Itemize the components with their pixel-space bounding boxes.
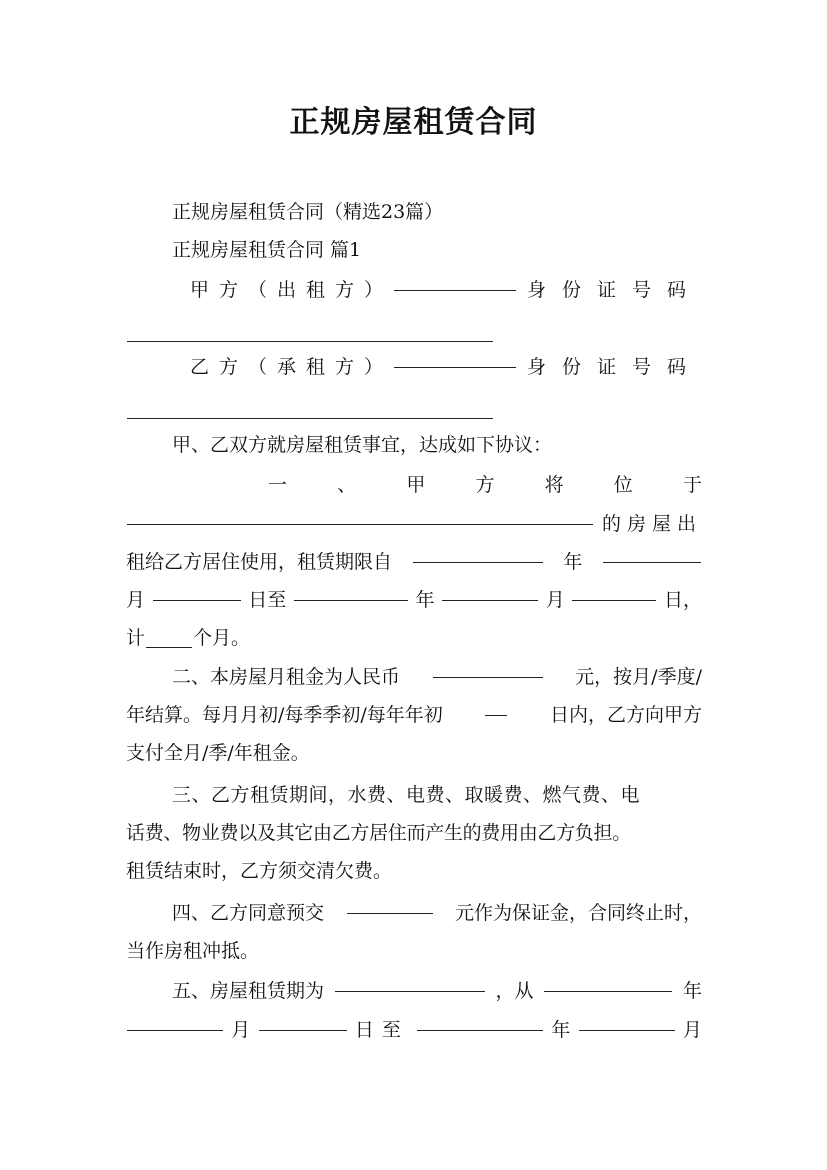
month-label: 月 bbox=[682, 1019, 702, 1041]
clause5-start-year-blank bbox=[544, 990, 672, 992]
months-blank bbox=[146, 646, 192, 648]
clause2-row2 bbox=[126, 695, 702, 735]
clause5-start-month-blank bbox=[127, 1029, 223, 1031]
total-suffix: 个月。 bbox=[193, 627, 251, 649]
month-label: 月 bbox=[231, 1019, 251, 1041]
clause2-text-b: 元，按月/季度/ bbox=[575, 666, 702, 688]
clause5-text-a: 五、房屋租赁期为 bbox=[172, 980, 325, 1002]
clause1-term-text: 租给乙方居住使用，租赁期限自 bbox=[126, 551, 393, 573]
location-blank bbox=[127, 523, 593, 525]
party-a-id-blank-row bbox=[126, 312, 702, 352]
end-year-blank bbox=[294, 599, 408, 601]
end-day-blank bbox=[572, 599, 656, 601]
year-label: 年 bbox=[563, 551, 583, 573]
clause1-term-row bbox=[126, 542, 702, 582]
party-b-id-label: 身份证号码 bbox=[526, 356, 702, 378]
clause1-char: 方 bbox=[475, 474, 495, 496]
rent-amount-blank bbox=[433, 676, 543, 678]
clause1-spread-row bbox=[268, 465, 702, 505]
party-b-id-blank-row bbox=[126, 389, 702, 429]
clause5-end-month-blank bbox=[579, 1029, 675, 1031]
lease-period-blank bbox=[335, 990, 485, 992]
clause5-start-day-blank bbox=[259, 1029, 347, 1031]
clause3-row3: 租赁结束时，乙方须交清欠费。 bbox=[126, 860, 393, 882]
start-year-blank bbox=[413, 561, 543, 563]
clause3-row1: 三、乙方租赁期间，水费、电费、取暖费、燃气费、电 bbox=[172, 784, 641, 806]
clause2-text-a: 二、本房屋月租金为人民币 bbox=[172, 666, 401, 688]
party-a-name-blank bbox=[394, 289, 516, 291]
payment-day-blank bbox=[485, 714, 507, 716]
clause1-char: 甲 bbox=[406, 474, 426, 496]
month-label: 月 bbox=[126, 589, 146, 611]
year-label: 年 bbox=[682, 980, 702, 1002]
party-b-name-blank bbox=[394, 366, 516, 368]
deposit-blank bbox=[347, 912, 433, 914]
section-heading: 正规房屋租赁合同 篇1 bbox=[172, 239, 362, 261]
clause1-char: 一 bbox=[268, 474, 288, 496]
clause5-row2 bbox=[126, 1010, 702, 1050]
start-day-blank bbox=[153, 599, 241, 601]
day-to-label: 日至 bbox=[248, 589, 287, 611]
day-end-label: 日， bbox=[663, 589, 702, 611]
clause4-text-b: 元作为保证金，合同终止时， bbox=[454, 902, 702, 924]
end-month-blank bbox=[442, 599, 538, 601]
clause1-house-rent: 的房屋出 bbox=[601, 513, 702, 535]
clause2-row3: 支付全月/季/年租金。 bbox=[126, 742, 310, 764]
clause1-char: 位 bbox=[613, 474, 633, 496]
clause5-row1 bbox=[172, 971, 702, 1011]
total-prefix: 计 bbox=[126, 627, 146, 649]
clause3-row2: 话费、物业费以及其它由乙方居住而产生的费用由乙方负担。 bbox=[126, 822, 631, 844]
page-title: 正规房屋租赁合同 bbox=[289, 105, 538, 140]
clause5-text-b: ，从 bbox=[495, 980, 534, 1002]
clause5-end-year-blank bbox=[417, 1029, 543, 1031]
clause1-location-row bbox=[126, 504, 702, 544]
party-a-id-blank bbox=[127, 340, 493, 342]
clause1-char: 于 bbox=[682, 474, 702, 496]
clause1-char: 将 bbox=[544, 474, 564, 496]
start-month-blank bbox=[603, 561, 701, 563]
document-subtitle: 正规房屋租赁合同（精选23篇） bbox=[172, 201, 444, 223]
party-b-row bbox=[190, 347, 702, 387]
year-label: 年 bbox=[415, 589, 435, 611]
month-label: 月 bbox=[545, 589, 565, 611]
clause4-row1 bbox=[172, 893, 702, 933]
clause2-text-c: 年结算。每月月初/每季季初/每年年初 bbox=[126, 704, 443, 726]
party-b-label: 乙方（承租方） bbox=[190, 356, 394, 378]
party-a-id-label: 身份证号码 bbox=[526, 279, 702, 301]
clause1-total-row bbox=[126, 618, 702, 658]
clause1-date-row bbox=[126, 580, 702, 620]
year-label: 年 bbox=[551, 1019, 571, 1041]
clause4-row2: 当作房租冲抵。 bbox=[126, 940, 260, 962]
clause4-text-a: 四、乙方同意预交 bbox=[172, 902, 325, 924]
intro-paragraph: 甲、乙双方就房屋租赁事宜，达成如下协议： bbox=[172, 434, 553, 456]
day-to-label: 日至 bbox=[354, 1019, 409, 1041]
clause2-row1 bbox=[172, 657, 702, 697]
party-b-id-blank bbox=[127, 417, 493, 419]
party-a-row bbox=[190, 270, 702, 310]
party-a-label: 甲方（出租方） bbox=[190, 279, 394, 301]
clause1-char: 、 bbox=[337, 474, 357, 496]
clause2-text-d: 日内，乙方向甲方 bbox=[549, 704, 702, 726]
